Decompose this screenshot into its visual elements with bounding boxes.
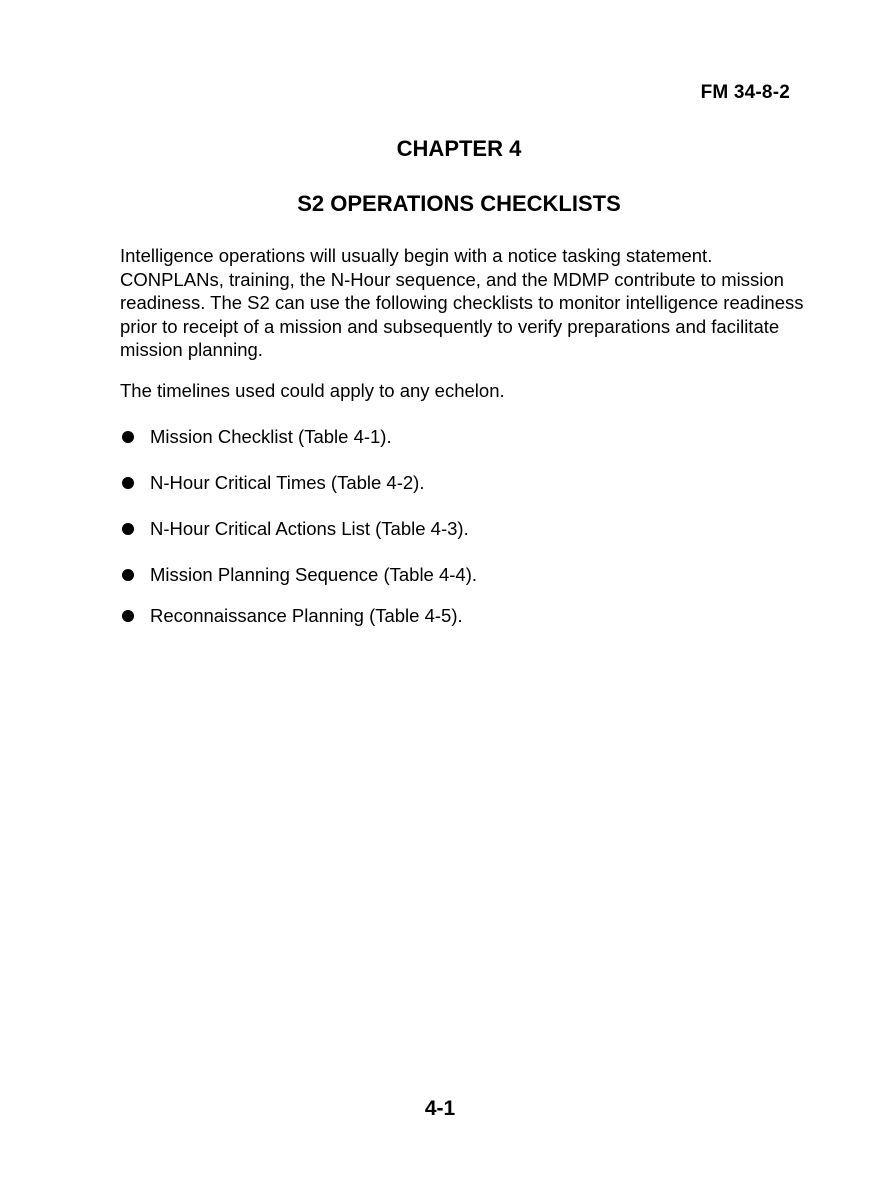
- list-item: [120, 517, 820, 563]
- page-number: 4-1: [424, 1097, 456, 1120]
- timelines-paragraph: The timelines used could apply to any echelon.: [120, 380, 505, 401]
- document-id: FM 34-8-2: [700, 82, 790, 103]
- chapter-label-text: CHAPTER 4: [396, 136, 522, 161]
- list-item-text: Mission Planning Sequence (Table 4-4).: [150, 564, 478, 585]
- list-item: [120, 471, 820, 517]
- checklist-list: [120, 425, 820, 650]
- chapter-label: [0, 136, 880, 162]
- list-item-text: N-Hour Critical Actions List (Table 4-3).: [150, 518, 469, 539]
- list-item: [120, 604, 820, 650]
- list-item-text: Reconnaissance Planning (Table 4-5).: [150, 605, 463, 626]
- bullet-icon: [122, 477, 134, 489]
- list-item: [120, 425, 820, 471]
- bullet-icon: [122, 431, 134, 443]
- bullet-icon: [122, 569, 134, 581]
- list-item-text: N-Hour Critical Times (Table 4-2).: [150, 472, 425, 493]
- intro-paragraph: Intelligence operations will usually begin with a notice tasking statement. CONPLANs, training, the N-Hour sequence, and the MDMP contribute to mission readiness. The S2 can use the following checklists to monitor intelligence readiness prior to receipt of a mission and subsequently to verify preparations and facilitate mission planning.: [120, 245, 804, 360]
- list-item-text: Mission Checklist (Table 4-1).: [150, 426, 392, 447]
- chapter-title: [0, 191, 880, 217]
- chapter-title-text: S2 OPERATIONS CHECKLISTS: [297, 191, 621, 216]
- bullet-icon: [122, 610, 134, 622]
- bullet-icon: [122, 523, 134, 535]
- list-item: [120, 563, 820, 604]
